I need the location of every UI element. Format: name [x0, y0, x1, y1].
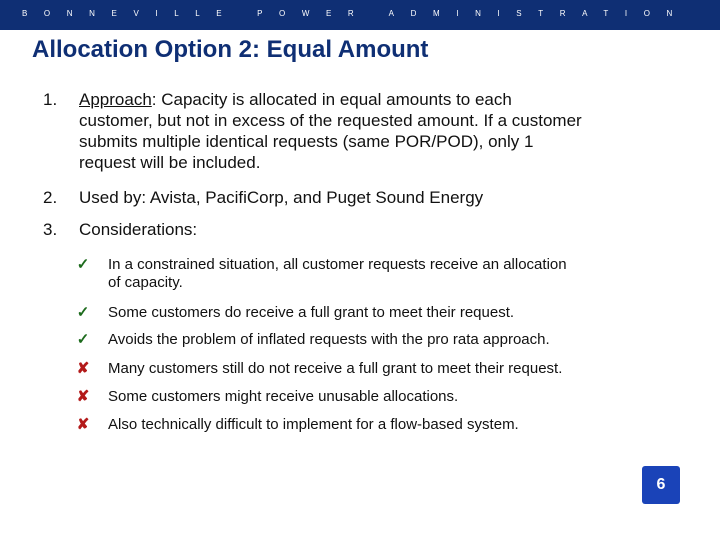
slide-title: Allocation Option 2: Equal Amount	[32, 36, 429, 63]
approach-label: Approach	[79, 90, 152, 109]
used-by-text: Used by: Avista, PacifiCorp, and Puget Sound Energy	[79, 188, 484, 207]
cross-icon: ✘	[76, 416, 90, 433]
consideration-text: Some customers do receive a full grant to meet their request.	[108, 304, 515, 321]
approach-text-line: submits multiple identical requests (same POR/POD), only 1	[79, 132, 534, 151]
approach-text-line: customer, but not in excess of the requested amount. If a customer	[79, 111, 582, 130]
item-number: 1.	[43, 90, 58, 109]
page-number: 6	[656, 476, 666, 493]
consideration-text: Many customers still do not receive a full grant to meet their request.	[108, 360, 563, 377]
item-number: 3.	[43, 220, 58, 239]
organization-name: BONNEVILLE POWER ADMINISTRATION	[22, 9, 689, 18]
cross-icon: ✘	[76, 360, 90, 377]
item-number: 2.	[43, 188, 58, 207]
approach-text-line: request will be included.	[79, 153, 261, 172]
consideration-text: Some customers might receive unusable allocations.	[108, 388, 459, 405]
consideration-text: Avoids the problem of inflated requests with the pro rata approach.	[108, 331, 550, 348]
cross-icon: ✘	[76, 388, 90, 405]
consideration-text: of capacity.	[108, 274, 183, 291]
header-banner	[0, 0, 720, 30]
check-icon: ✓	[76, 304, 90, 321]
considerations-heading: Considerations:	[79, 220, 198, 239]
consideration-text: Also technically difficult to implement for a flow-based system.	[108, 416, 519, 433]
consideration-text: In a constrained situation, all customer requests receive an allocation	[108, 256, 567, 273]
page-number-badge	[642, 466, 680, 504]
check-icon: ✓	[76, 331, 90, 348]
approach-text-line: : Capacity is allocated in equal amounts to each	[151, 90, 512, 109]
check-icon: ✓	[76, 256, 90, 273]
